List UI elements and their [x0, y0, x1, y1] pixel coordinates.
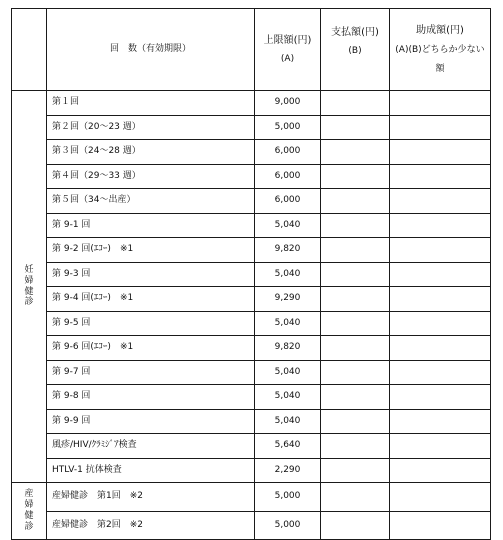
row-paid	[321, 213, 390, 238]
row-limit: 6,000	[255, 189, 321, 214]
row-item: 第５回（34～出産）	[47, 189, 255, 214]
header-item: 回 数（有効期限）	[47, 9, 255, 91]
row-item: HTLV-1 抗体検査	[47, 458, 255, 483]
row-paid	[321, 311, 390, 336]
row-subsidy	[390, 385, 491, 410]
header-paid-sub: (B)	[348, 46, 362, 56]
row-paid	[321, 434, 390, 459]
row-subsidy	[390, 189, 491, 214]
header-subsidy-sub2: 額	[435, 63, 445, 74]
row-subsidy	[390, 458, 491, 483]
table-row	[12, 213, 491, 238]
row-paid	[321, 336, 390, 361]
row-item: 第 9-4 回(ｴｺｰ) ※1	[47, 287, 255, 312]
table-row	[12, 287, 491, 312]
table-row	[12, 360, 491, 385]
row-item: 第 9-5 回	[47, 311, 255, 336]
row-limit: 5,640	[255, 434, 321, 459]
row-paid	[321, 189, 390, 214]
row-paid	[321, 385, 390, 410]
row-limit: 5,000	[255, 511, 321, 540]
row-item: 産婦健診 第1回 ※2	[47, 483, 255, 512]
row-limit: 9,820	[255, 336, 321, 361]
row-item: 第 9-8 回	[47, 385, 255, 410]
row-item: 第 9-1 回	[47, 213, 255, 238]
row-limit: 5,040	[255, 262, 321, 287]
table-row	[12, 483, 491, 512]
row-subsidy	[390, 262, 491, 287]
table-row	[12, 409, 491, 434]
row-item: 第 9-3 回	[47, 262, 255, 287]
row-limit: 5,040	[255, 311, 321, 336]
row-item: 第 9-7 回	[47, 360, 255, 385]
row-limit: 2,290	[255, 458, 321, 483]
row-item: 第１回	[47, 91, 255, 116]
header-subsidy-sub1: (A)(B)どちらか少ない	[395, 44, 485, 55]
row-limit: 6,000	[255, 164, 321, 189]
table-row	[12, 238, 491, 263]
row-subsidy	[390, 213, 491, 238]
subsidy-table	[11, 8, 491, 540]
row-subsidy	[390, 238, 491, 263]
table-row	[12, 385, 491, 410]
table-row	[12, 91, 491, 116]
row-item: 産婦健診 第2回 ※2	[47, 511, 255, 540]
row-subsidy	[390, 409, 491, 434]
table-row	[12, 458, 491, 483]
row-paid	[321, 262, 390, 287]
category-pregnancy-checkup: 妊 婦 健 診	[12, 91, 47, 483]
table-row	[12, 140, 491, 165]
row-paid	[321, 164, 390, 189]
row-limit: 5,000	[255, 483, 321, 512]
header-limit-label: 上限額(円)	[263, 34, 312, 46]
header-limit-sub: (A)	[280, 53, 295, 64]
row-subsidy	[390, 311, 491, 336]
row-limit: 5,000	[255, 115, 321, 140]
row-subsidy	[390, 511, 491, 540]
header-category-cell	[12, 9, 47, 91]
row-item: 第２回（20～23 週）	[47, 115, 255, 140]
row-subsidy	[390, 91, 491, 116]
table-row	[12, 336, 491, 361]
row-limit: 9,000	[255, 91, 321, 116]
table-row	[12, 434, 491, 459]
row-paid	[321, 140, 390, 165]
row-limit: 5,040	[255, 360, 321, 385]
row-subsidy	[390, 287, 491, 312]
row-item: 第３回（24～28 週）	[47, 140, 255, 165]
header-paid	[321, 9, 390, 91]
row-limit: 5,040	[255, 385, 321, 410]
header-paid-label: 支払額(円)	[331, 27, 379, 38]
row-subsidy	[390, 483, 491, 512]
table-row	[12, 511, 491, 540]
row-subsidy	[390, 164, 491, 189]
table-header-row	[12, 9, 491, 91]
row-subsidy	[390, 336, 491, 361]
table-row	[12, 189, 491, 214]
row-paid	[321, 458, 390, 483]
row-subsidy	[390, 360, 491, 385]
row-item: 風疹/HIV/ｸﾗﾐｼﾞｱ検査	[47, 434, 255, 459]
row-limit: 5,040	[255, 213, 321, 238]
row-item: 第 9-6 回(ｴｺｰ) ※1	[47, 336, 255, 361]
row-paid	[321, 483, 390, 512]
row-limit: 9,290	[255, 287, 321, 312]
row-paid	[321, 409, 390, 434]
row-subsidy	[390, 434, 491, 459]
table-row	[12, 164, 491, 189]
row-subsidy	[390, 140, 491, 165]
header-limit	[255, 9, 321, 91]
row-item: 第 9-2 回(ｴｺｰ) ※1	[47, 238, 255, 263]
table-row	[12, 115, 491, 140]
header-subsidy	[390, 9, 491, 91]
table-row	[12, 311, 491, 336]
row-limit: 6,000	[255, 140, 321, 165]
header-subsidy-label: 助成額(円)	[416, 24, 464, 36]
row-paid	[321, 287, 390, 312]
category-postpartum-checkup: 産 婦 健 診	[12, 483, 47, 540]
row-paid	[321, 115, 390, 140]
row-paid	[321, 511, 390, 540]
row-subsidy	[390, 115, 491, 140]
row-limit: 9,820	[255, 238, 321, 263]
table-row	[12, 262, 491, 287]
row-paid	[321, 360, 390, 385]
row-paid	[321, 238, 390, 263]
row-item: 第 9-9 回	[47, 409, 255, 434]
row-paid	[321, 91, 390, 116]
row-item: 第４回（29～33 週）	[47, 164, 255, 189]
row-limit: 5,040	[255, 409, 321, 434]
